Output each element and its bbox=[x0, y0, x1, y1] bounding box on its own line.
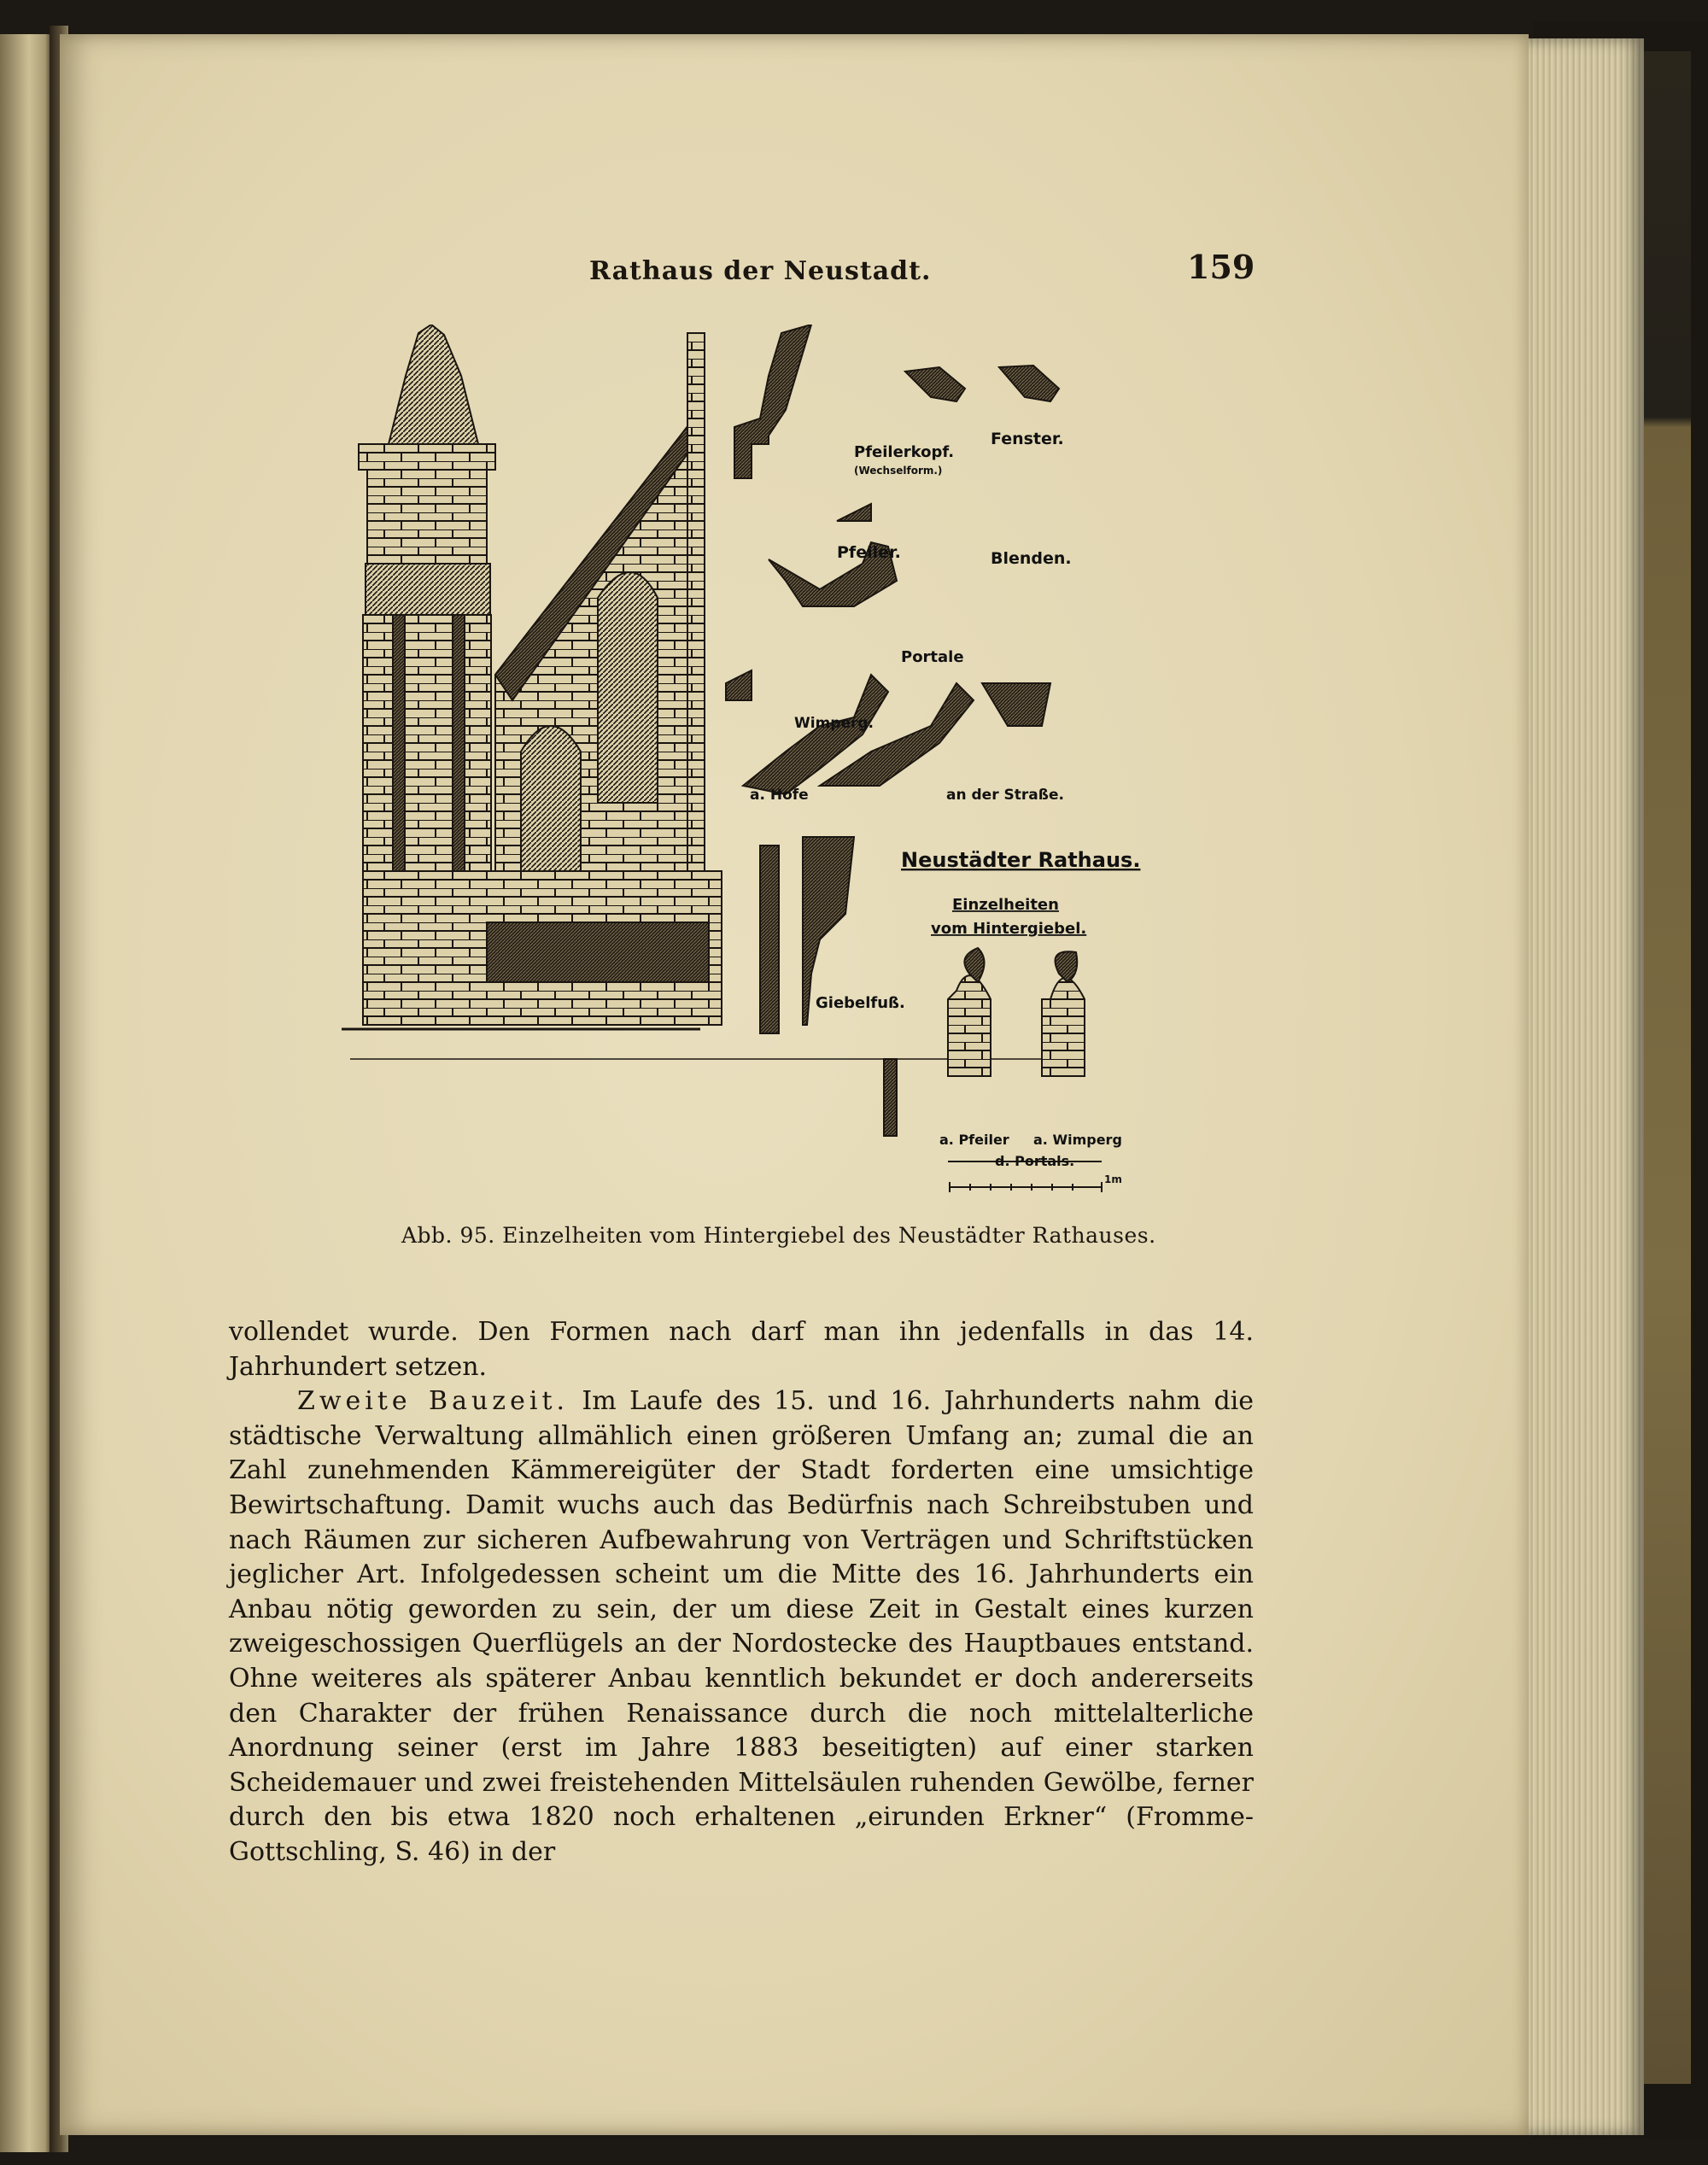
paragraph-2-lead: Zweite Bauzeit. bbox=[297, 1386, 570, 1417]
architectural-figure bbox=[342, 325, 1144, 1213]
label-subtitle-1: Einzelheiten bbox=[952, 896, 1059, 914]
label-a-wimperg: a. Wimperg bbox=[1033, 1132, 1122, 1148]
label-wechselform: (Wechselform.) bbox=[854, 465, 943, 477]
finial-details bbox=[948, 948, 1102, 1161]
page-edges-stack bbox=[1516, 38, 1644, 2135]
label-scale-end: 1m bbox=[1104, 1173, 1122, 1185]
running-title: Rathaus der Neustadt. bbox=[589, 256, 932, 286]
paragraph-2-text: Im Laufe des 15. und 16. Jahrhunderts nahm die städtische Verwaltung allmählich einen größeren Umfang an; zumal die an Zahl zunehmenden Kämmereigüter der Stadt forderten eine umsichtige Bewirtschaftung. Damit wuchs auch das Bedürfnis nach Schreibstuben und nach Räumen zur sicheren Aufbewahrung von Verträgen und Schriftstücken jeglicher Art. Infolgedessen scheint um die Mitte des 16. Jahrhunderts ein Anbau nötig geworden zu sein, der um diese Zeit in Gestalt eines kurzen zweigeschossigen Querflügels an der Nordostecke des Hauptbaues entstand. Ohne weiteres als späterer Anbau kenntlich bekundet er doch andererseits den Charakter der frühen Renaissance durch die noch mittelalterliche Anordnung seiner (erst im Jahre 1883 beseitigten) auf einer starken Scheidemauer und zwei freistehenden Mittelsäulen ruhenden Gewölbe, ferner durch den bis etwa 1820 noch erhaltenen „eirunden Erkner“ (Fromme-Gottschling, S. 46) in der bbox=[229, 1386, 1255, 1867]
figure-drawing bbox=[342, 325, 1144, 1213]
label-pfeiler: Pfeiler. bbox=[837, 543, 901, 562]
label-giebelfuss: Giebelfuß. bbox=[816, 994, 905, 1012]
label-fenster: Fenster. bbox=[991, 430, 1064, 448]
paragraph-1: vollendet wurde. Den Formen nach darf man ihn jedenfalls in das 14. Jahrhundert setzen. bbox=[229, 1317, 1254, 1382]
label-an-der-strasse: an der Straße. bbox=[946, 787, 1064, 804]
label-subtitle-2: vom Hintergiebel. bbox=[931, 920, 1087, 938]
left-page-edge bbox=[0, 34, 53, 2152]
label-title: Neustädter Rathaus. bbox=[901, 848, 1141, 872]
label-portale: Portale bbox=[901, 648, 964, 666]
label-d-portals: d. Portals. bbox=[995, 1153, 1075, 1169]
page-number: 159 bbox=[1187, 248, 1255, 286]
figure-caption: Abb. 95. Einzelheiten vom Hintergiebel des Neustädter Rathauses. bbox=[401, 1223, 1156, 1248]
scale-bar bbox=[950, 1182, 1102, 1192]
body-text bbox=[229, 1315, 1254, 1870]
label-blenden: Blenden. bbox=[991, 549, 1072, 568]
label-pfeilerkopf: Pfeilerkopf. bbox=[854, 443, 955, 461]
label-a-hofe: a. Hofe bbox=[750, 787, 809, 804]
label-a-pfeiler: a. Pfeiler bbox=[939, 1132, 1009, 1148]
paragraph-2 bbox=[229, 1384, 1254, 1870]
label-wimperg: Wimperg. bbox=[794, 715, 874, 732]
